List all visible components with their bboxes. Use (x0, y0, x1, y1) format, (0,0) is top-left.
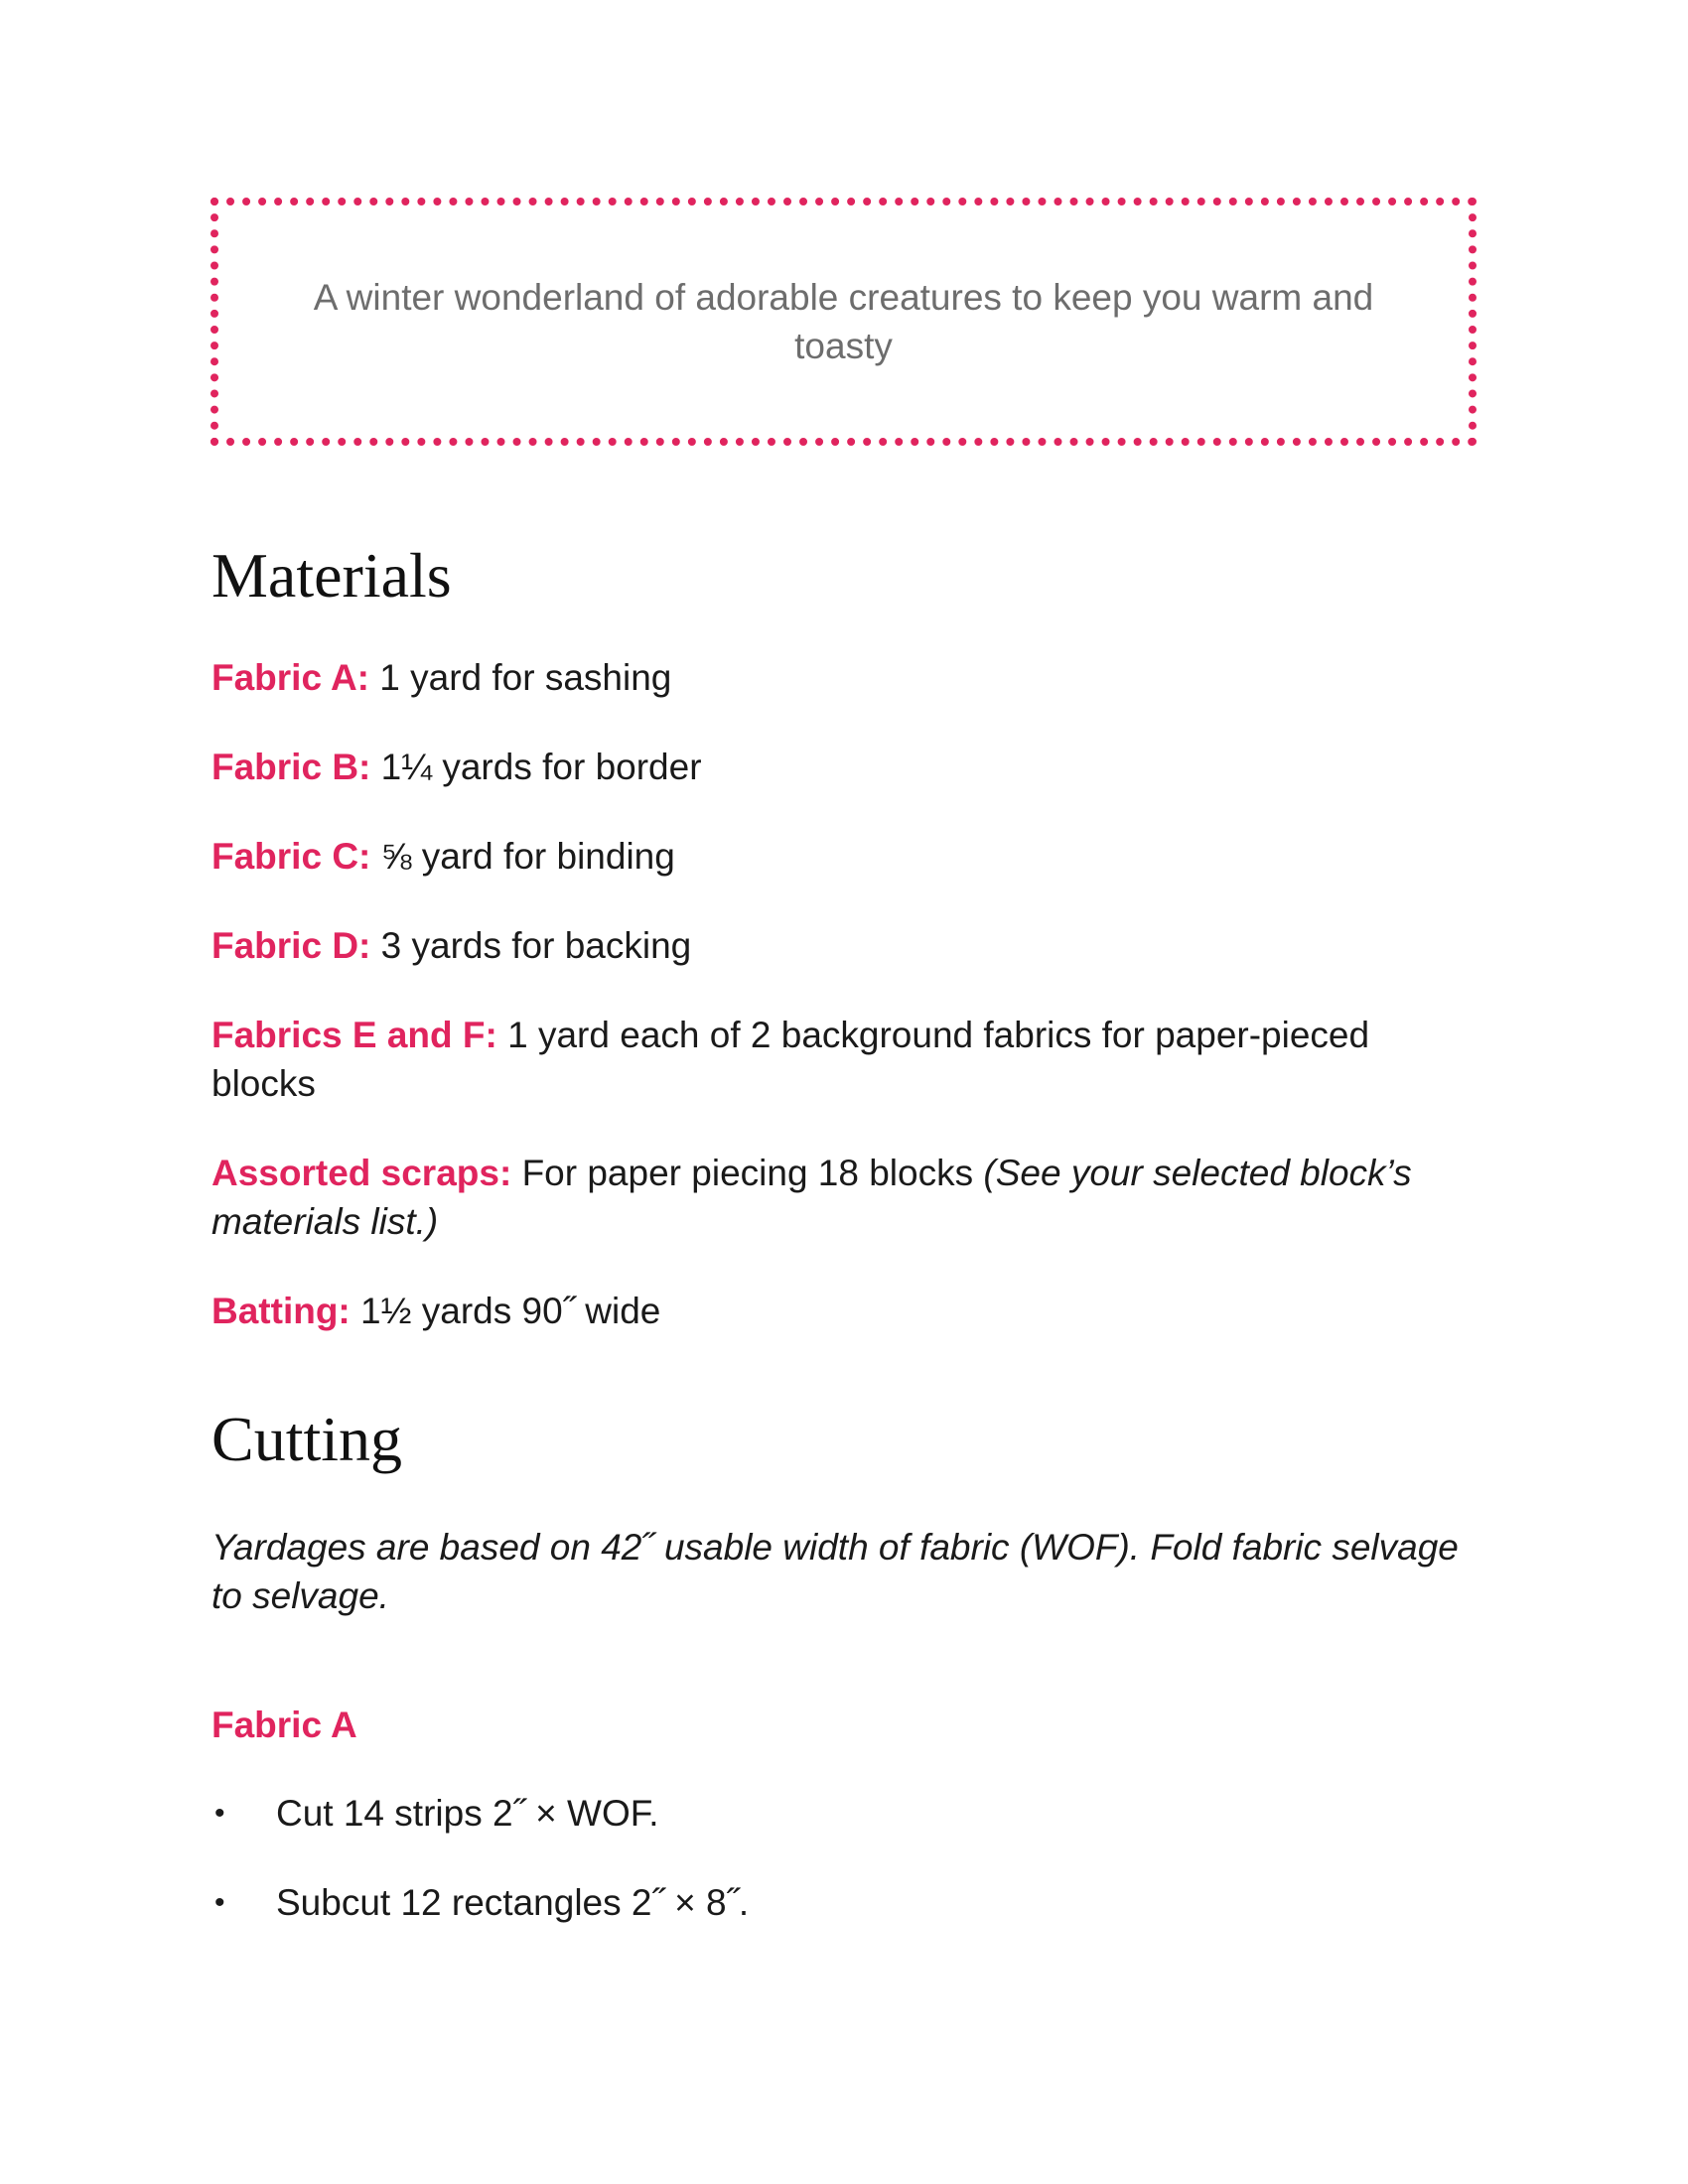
material-label: Fabric A: (211, 657, 369, 698)
bullet-icon: • (214, 1886, 225, 1919)
material-text: 3 yards for backing (370, 925, 692, 966)
material-text: 1 yard for sashing (368, 657, 672, 698)
material-item-fabrics-e-f (211, 1011, 1477, 1108)
fabric-a-subheading: Fabric A (211, 1705, 357, 1745)
material-text: ⅝ yard for binding (370, 836, 675, 877)
material-note: (See your selected block’s materials list.) (211, 1153, 1412, 1242)
list-item (211, 1878, 1477, 1927)
material-text: For paper piecing 18 blocks (511, 1153, 984, 1193)
material-item-fabric-b (211, 743, 1477, 791)
material-text: 1½ yards 90˝ wide (350, 1291, 661, 1331)
materials-heading: Materials (211, 540, 452, 611)
cut-instruction: Subcut 12 rectangles 2˝ × 8˝. (276, 1882, 750, 1923)
material-text: 1¼ yards for border (370, 747, 702, 787)
material-item-assorted-scraps (211, 1149, 1477, 1246)
material-label: Fabrics E and F: (211, 1015, 497, 1055)
material-text: 1 yard each of 2 background fabrics for paper-pieced blocks (211, 1015, 1370, 1104)
material-label: Batting: (211, 1291, 351, 1331)
intro-text: A winter wonderland of adorable creatures to keep you warm and toasty (313, 277, 1374, 366)
material-label: Fabric C: (211, 836, 371, 877)
cut-instruction: Cut 14 strips 2˝ × WOF. (276, 1793, 659, 1834)
bullet-icon: • (214, 1797, 225, 1830)
material-item-batting (211, 1287, 1477, 1335)
cutting-intro-note: Yardages are based on 42˝ usable width of fabric (WOF). Fold fabric selvage to selvage. (211, 1527, 1459, 1616)
list-item (211, 1789, 1477, 1838)
cutting-heading: Cutting (211, 1404, 403, 1474)
material-label: Fabric D: (211, 925, 371, 966)
material-item-fabric-a (211, 653, 1477, 702)
fabric-a-cut-list (211, 1789, 1477, 1968)
materials-list (211, 653, 1477, 1376)
material-label: Fabric B: (211, 747, 371, 787)
intro-callout-box (211, 198, 1477, 446)
material-label: Assorted scraps: (211, 1153, 512, 1193)
material-item-fabric-d (211, 921, 1477, 970)
material-item-fabric-c (211, 832, 1477, 881)
